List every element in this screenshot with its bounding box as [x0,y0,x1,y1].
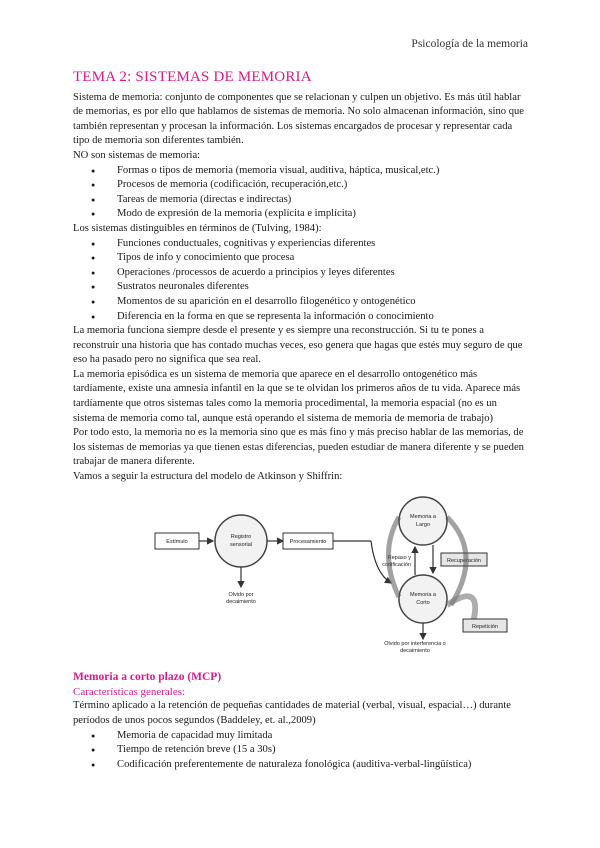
olvido-interferencia-label: Olvido por interferencia o [384,640,446,647]
document-body [73,70,528,772]
list-item: ● Momentos de su aparición en el desarrollo filogenético y ontogenético [117,295,528,310]
list-item: ● Tiempo de retención breve (15 a 30s) [117,743,528,758]
paragraph-reconstruccion: La memoria funciona siempre desde el presente y es siempre una reconstrucción. Si tu te pones a reconstruir una historia que has contado muchas veces, eso genera que hagas que estés muy seguro de que eso ha pasado pero no significa que sea real. [73,325,523,366]
memoria-largo-label: Memoria a [410,513,436,520]
mcp-list [73,729,528,773]
distinguibles-list [73,237,528,325]
repaso-label: Repaso y [387,554,411,561]
no-son-list [73,164,528,222]
olvido-decaimiento-label-2: decaimiento [226,598,256,605]
registro-label-2: sensorial [229,541,253,548]
procesamiento-label: Procesamiento [289,538,327,545]
list-item: ● Operaciones /processos de acuerdo a principios y leyes diferentes [117,266,528,281]
distinguibles-label: Los sistemas distinguibles en términos de (Tulving, 1984): [73,222,322,234]
estimulo-label: Estímulo [166,538,188,545]
olvido-interferencia-label-2: decaimiento [400,647,430,653]
list-item: ● Codificación preferentemente de naturaleza fonológica (auditiva-verbal-lingüística) [117,758,528,773]
mcp-paragraph: Término aplicado a la retención de pequeñas cantidades de material (verbal, visual, espacial…) durante períodos de unos pocos segundos (Baddeley, et. al.,2009) [73,700,511,726]
no-son-label: NO son sistemas de memoria: [73,149,201,161]
memoria-corto-circle [399,575,447,623]
olvido-decaimiento-label: Olvido por [228,591,254,598]
memoria-largo-label-2: Largo [415,521,431,528]
paragraph-definition: Sistema de memoria: conjunto de componentes que se relacionan y culpen un objetivo. Es más útil hablar de memorias, es por ello que hablamos de sistemas de memoria. No solo almacenan información, sino que también representan y procesan la información. Los sistemas encargados de procesar y representar cada tipo de memoria son diferentes también. [73,91,524,147]
repaso-label-2: codificación [382,561,411,568]
memoria-corto-label: Memoria a [410,591,436,598]
list-item: ● Memoria de capacidad muy limitada [117,729,528,744]
list-item: ● Sustratos neuronales diferentes [117,280,528,295]
repeticion-label: Repetición [472,623,498,630]
atkinson-shiffrin-diagram [153,493,533,653]
list-item: ● Diferencia en la forma en que se representa la información o conocimiento [117,310,528,325]
list-item: ● Tareas de memoria (directas e indirectas) [117,193,528,208]
page-header: Psicología de la memoria [411,38,528,50]
mcp-title: Memoria a corto plazo (MCP) [73,671,222,684]
memoria-corto-label-2: Corto [416,599,430,606]
list-item: ● Funciones conductuales, cognitivas y experiencias diferentes [117,237,528,252]
list-item: ● Tipos de info y conocimiento que procesa [117,251,528,266]
registro-label: Registro [230,533,252,540]
registro-sensorial-circle [215,515,267,567]
mcp-subtitle: Características generales: [73,685,186,698]
page-title: TEMA 2: SISTEMAS DE MEMORIA [73,69,312,85]
paragraph-episodica: La memoria episódica es un sistema de memoria que aparece en el desarrollo ontogenético más tardíamente, existe una amnesia infantil en la que se te olvidan los primeros años de tu vida. Aparece más tardíamente que otros sistemas tales como la memoria procedimental, la memoria espacial (no es un sistema de memoria como tal, aunque está operando el sistema de memoria de memoria de trabajo) [73,368,521,424]
recuperacion-label: Recuperación [447,557,481,564]
list-item: ● Formas o tipos de memoria (memoria visual, auditiva, háptica, musical,etc.) [117,164,528,179]
memoria-largo-circle [399,497,447,545]
paragraph-conclusion: Por todo esto, la memoria no es la memoria sino que es más fino y más preciso hablar de las memorias, de los sistemas de memorias ya que tienen estas diferencias, pueden estudiar de manera diferente y se pueden trabajar de manera diferente. [73,427,524,468]
list-item: ● Procesos de memoria (codificación, recuperación,etc.) [117,178,528,193]
paragraph-modelo-intro: Vamos a seguir la estructura del modelo de Atkinson y Shiffrin: [73,471,343,483]
list-item: ● Modo de expresión de la memoria (explícita e implícita) [117,207,528,222]
